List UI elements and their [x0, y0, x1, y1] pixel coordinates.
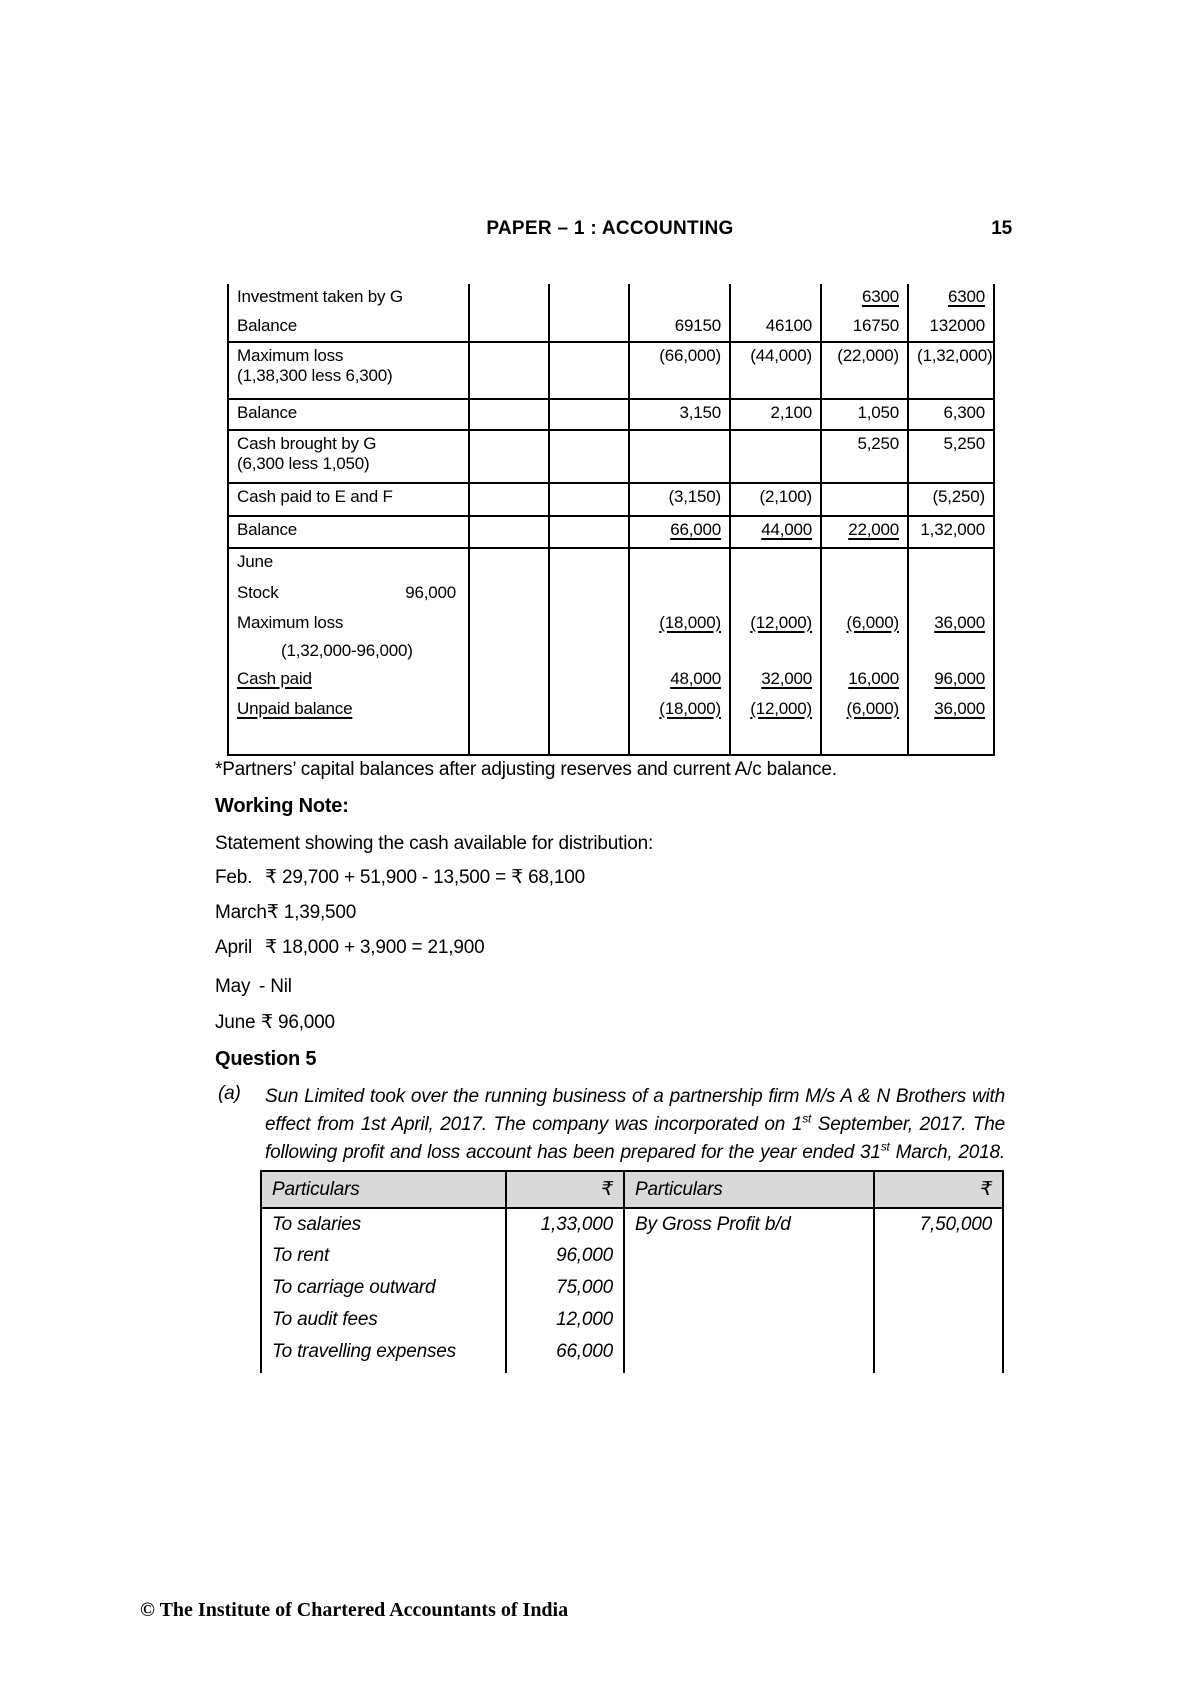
- cell-total: 132000: [908, 313, 994, 342]
- cell-f: (2,100): [730, 483, 821, 516]
- cell-total: 6300: [908, 284, 994, 313]
- row-label: Cash brought by G (6,300 less 1,050): [228, 430, 469, 483]
- cell-total: 96,000: [908, 666, 994, 696]
- table-row: [228, 284, 994, 313]
- stock-value: 96,000: [405, 583, 456, 602]
- table-row: [261, 1272, 1003, 1304]
- cell-total: (1,32,000): [908, 342, 994, 399]
- table-row: [261, 1336, 1003, 1368]
- debit-amount: 1,33,000: [506, 1208, 624, 1240]
- debit-particular: To salaries: [261, 1208, 506, 1240]
- table-row: [261, 1208, 1003, 1240]
- month-amount: ₹ 96,000: [261, 1012, 335, 1033]
- row-label: Balance: [228, 516, 469, 548]
- cell-total: 36,000: [908, 696, 994, 726]
- table-row: [228, 399, 994, 430]
- month-label: March: [215, 902, 267, 923]
- cell-e: 48,000: [629, 666, 730, 696]
- header-rupee-left: ₹: [506, 1171, 624, 1208]
- cell-f: 2,100: [730, 399, 821, 430]
- debit-amount: 96,000: [506, 1240, 624, 1272]
- cell-g: 16750: [821, 313, 908, 342]
- row-label: Investment taken by G: [228, 284, 469, 313]
- row-label: Cash paid to E and F: [228, 483, 469, 516]
- table-row: [261, 1240, 1003, 1272]
- cell-e: (3,150): [629, 483, 730, 516]
- cell-g: (6,000): [821, 610, 908, 638]
- cell-total: (5,250): [908, 483, 994, 516]
- debit-amount: 12,000: [506, 1304, 624, 1336]
- statement-line: Statement showing the cash available for distribution:: [215, 833, 654, 854]
- table-row: [228, 430, 994, 483]
- page-title: PAPER – 1 : ACCOUNTING: [486, 218, 734, 239]
- row-label: Maximum loss: [228, 610, 469, 638]
- cell-e: (18,000): [629, 610, 730, 638]
- table-row: [228, 696, 994, 726]
- month-label: May: [215, 976, 251, 997]
- debit-particular: To rent: [261, 1240, 506, 1272]
- row-label: Balance: [228, 313, 469, 342]
- table-row: [228, 610, 994, 638]
- distribution-table: [227, 284, 995, 756]
- header-particulars-left: Particulars: [261, 1171, 506, 1208]
- cell-g: 22,000: [821, 516, 908, 548]
- cell-f: 46100: [730, 313, 821, 342]
- cell-f: [730, 430, 821, 483]
- debit-particular: To carriage outward: [261, 1272, 506, 1304]
- row-label: Balance: [228, 399, 469, 430]
- credit-particular: [624, 1336, 874, 1368]
- month-line-march: [215, 901, 356, 924]
- paragraph-line: Sun Limited took over the running business of a partnership firm M/s A & N Brothers with: [265, 1086, 1005, 1107]
- table-row: [228, 313, 994, 342]
- row-label: Unpaid balance: [228, 696, 469, 726]
- footer-copyright: © The Institute of Chartered Accountants of India: [140, 1599, 569, 1621]
- credit-particular: [624, 1272, 874, 1304]
- table-header-row: [261, 1171, 1003, 1208]
- credit-amount: [874, 1272, 1003, 1304]
- credit-amount: [874, 1336, 1003, 1368]
- table-row: [228, 548, 994, 580]
- debit-particular: To travelling expenses: [261, 1336, 506, 1368]
- question-part-label: (a): [218, 1083, 241, 1104]
- cell-e: 3,150: [629, 399, 730, 430]
- table-row: [228, 638, 994, 666]
- row-label: (1,32,000-96,000): [228, 638, 469, 666]
- profit-loss-table: [260, 1170, 1004, 1373]
- cell-e: 69150: [629, 313, 730, 342]
- row-label: Maximum loss (1,38,300 less 6,300): [228, 342, 469, 399]
- paragraph-line: following profit and loss account has been prepared for the year ended 31st March, 2018.: [265, 1139, 1005, 1163]
- cell-e: [629, 284, 730, 313]
- month-label: June: [215, 1012, 256, 1033]
- debit-amount: 75,000: [506, 1272, 624, 1304]
- debit-amount: 66,000: [506, 1336, 624, 1368]
- credit-amount: [874, 1304, 1003, 1336]
- row-label: Cash paid: [228, 666, 469, 696]
- working-note-heading: Working Note:: [215, 795, 349, 817]
- cell-f: (12,000): [730, 610, 821, 638]
- question-paragraph: [265, 1083, 1005, 1167]
- month-line-feb: [215, 866, 585, 889]
- credit-amount: 7,50,000: [874, 1208, 1003, 1240]
- month-label: April: [215, 937, 253, 958]
- cell-f: 44,000: [730, 516, 821, 548]
- question-heading: Question 5: [215, 1048, 317, 1070]
- table-row: [261, 1304, 1003, 1336]
- page-number: 15: [991, 218, 1012, 239]
- month-line-may: [215, 976, 292, 998]
- cell-f: (44,000): [730, 342, 821, 399]
- month-amount: ₹ 18,000 + 3,900 = 21,900: [265, 937, 485, 958]
- table-row: [228, 666, 994, 696]
- credit-particular: [624, 1304, 874, 1336]
- table-row: [228, 342, 994, 399]
- cell-total: 1,32,000: [908, 516, 994, 548]
- cell-g: 1,050: [821, 399, 908, 430]
- table-row: [261, 1368, 1003, 1373]
- row-label: June: [228, 548, 469, 580]
- table-row: [228, 483, 994, 516]
- table-row: [228, 726, 994, 755]
- cell-g: 16,000: [821, 666, 908, 696]
- partners-note: *Partners’ capital balances after adjusting reserves and current A/c balance.: [215, 759, 837, 780]
- cell-e: [629, 430, 730, 483]
- month-line-june: [215, 1011, 335, 1034]
- month-amount: ₹ 29,700 + 51,900 - 13,500 = ₹ 68,100: [265, 867, 585, 888]
- cell-g: (6,000): [821, 696, 908, 726]
- month-line-april: [215, 936, 484, 959]
- cell-g: 6300: [821, 284, 908, 313]
- row-label: Stock 96,000: [228, 580, 469, 610]
- debit-particular: To audit fees: [261, 1304, 506, 1336]
- cell-total: 6,300: [908, 399, 994, 430]
- cell-e: (18,000): [629, 696, 730, 726]
- header-rupee-right: ₹: [874, 1171, 1003, 1208]
- cell-total: 5,250: [908, 430, 994, 483]
- cell-total: 36,000: [908, 610, 994, 638]
- credit-amount: [874, 1240, 1003, 1272]
- cell-e: (66,000): [629, 342, 730, 399]
- table-row: [228, 580, 994, 610]
- cell-g: (22,000): [821, 342, 908, 399]
- month-amount: ₹ 1,39,500: [266, 902, 357, 923]
- paragraph-line: effect from 1st April, 2017. The company was incorporated on 1st September, 2017. The: [265, 1111, 1006, 1135]
- table-row: [228, 516, 994, 548]
- month-label: Feb.: [215, 867, 253, 888]
- header-particulars-right: Particulars: [624, 1171, 874, 1208]
- credit-particular: [624, 1240, 874, 1272]
- month-amount: - Nil: [259, 976, 292, 997]
- cell-f: (12,000): [730, 696, 821, 726]
- credit-particular: By Gross Profit b/d: [624, 1208, 874, 1240]
- cell-g: [821, 483, 908, 516]
- cell-f: 32,000: [730, 666, 821, 696]
- cell-e: 66,000: [629, 516, 730, 548]
- cell-g: 5,250: [821, 430, 908, 483]
- cell-f: [730, 284, 821, 313]
